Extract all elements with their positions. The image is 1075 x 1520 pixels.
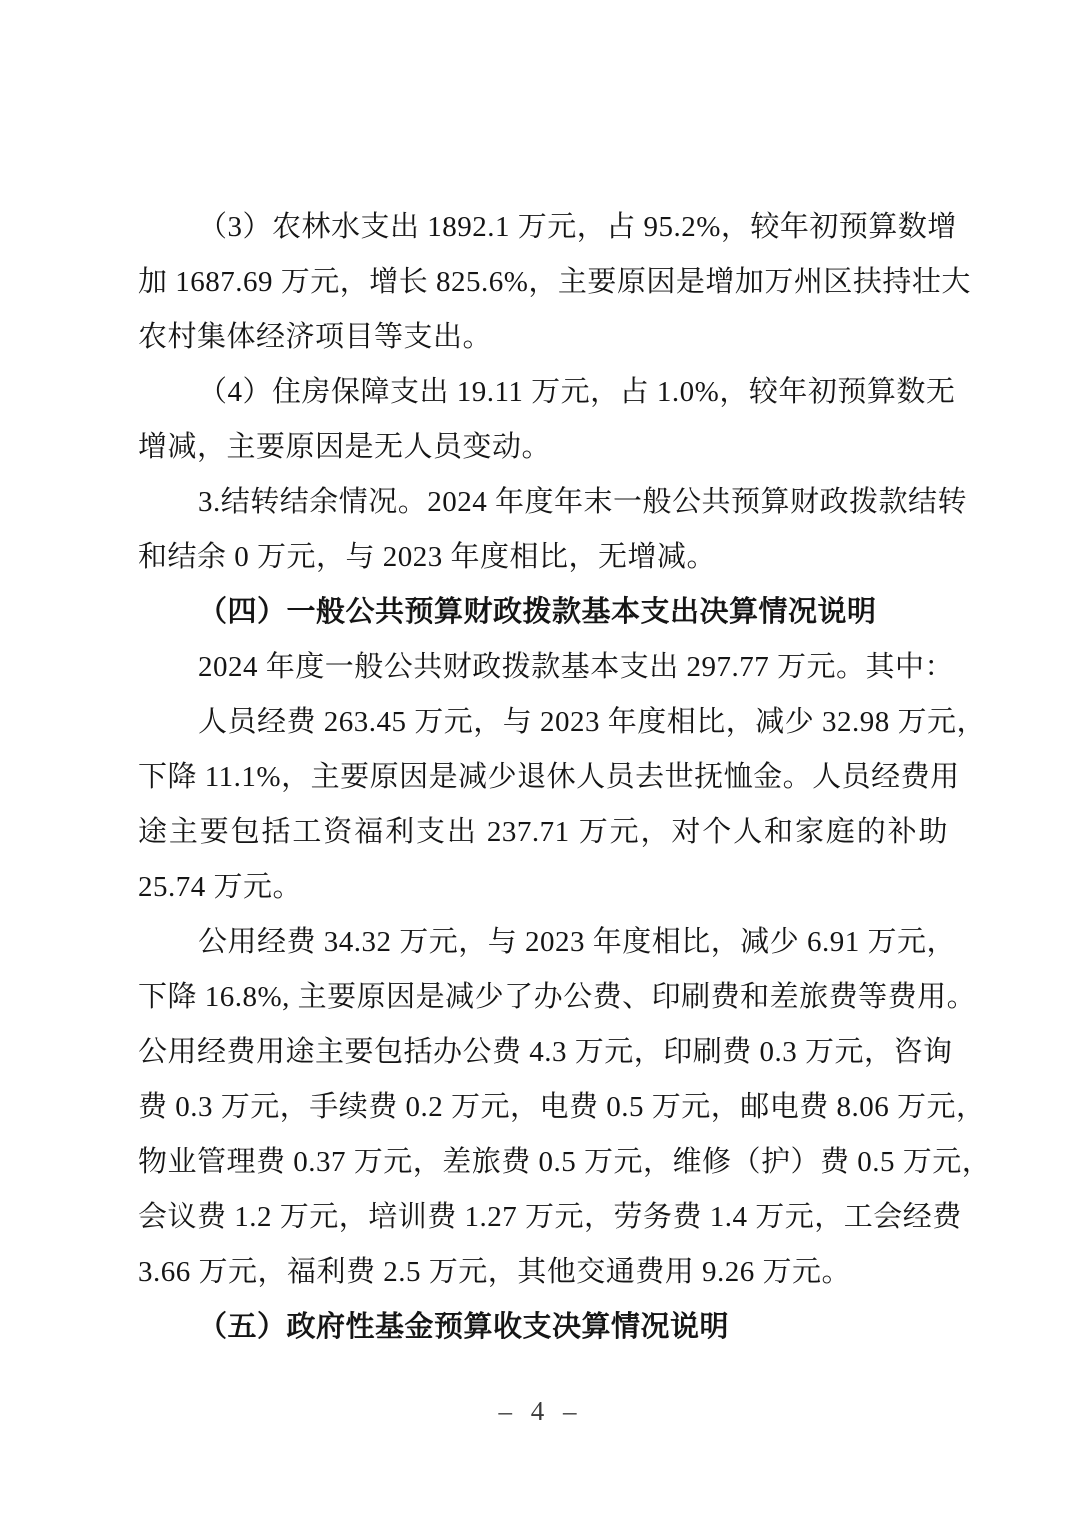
paragraph-line: 3.结转结余情况。2024 年度年末一般公共预算财政拨款结转 <box>198 486 968 518</box>
paragraph-line: （4）住房保障支出 19.11 万元，占 1.0%，较年初预算数无 <box>198 376 956 408</box>
paragraph-line: （3）农林水支出 1892.1 万元，占 95.2%，较年初预算数增 <box>198 211 957 243</box>
section-heading: （四）一般公共预算财政拨款基本支出决算情况说明 <box>198 596 877 628</box>
paragraph-line: 途主要包括工资福利支出 237.71 万元，对个人和家庭的补助 <box>138 816 948 848</box>
paragraph-line: 增减，主要原因是无人员变动。 <box>138 431 552 463</box>
paragraph-line: 25.74 万元。 <box>138 871 303 903</box>
paragraph-line: 物业管理费 0.37 万元，差旅费 0.5 万元，维修（护）费 0.5 万元， <box>138 1146 992 1178</box>
paragraph-line: 公用经费用途主要包括办公费 4.3 万元，印刷费 0.3 万元，咨询 <box>138 1036 953 1068</box>
page-number: – 4 – <box>498 1396 577 1426</box>
paragraph-line: 下降 11.1%，主要原因是减少退休人员去世抚恤金。人员经费用 <box>138 761 960 793</box>
document-text-block <box>138 200 992 1355</box>
paragraph-line: 会议费 1.2 万元，培训费 1.27 万元，劳务费 1.4 万元，工会经费 <box>138 1201 962 1233</box>
paragraph-line: 人员经费 263.45 万元，与 2023 年度相比，减少 32.98 万元， <box>198 706 987 738</box>
paragraph-line: 公用经费 34.32 万元，与 2023 年度相比，减少 6.91 万元， <box>198 926 957 958</box>
paragraph-line: 加 1687.69 万元，增长 825.6%，主要原因是增加万州区扶持壮大 <box>138 266 971 298</box>
paragraph-line: 3.66 万元，福利费 2.5 万元，其他交通费用 9.26 万元。 <box>138 1256 852 1288</box>
paragraph-line: 下降 16.8%, 主要原因是减少了办公费、印刷费和差旅费等费用。 <box>138 981 977 1013</box>
paragraph-line: 农村集体经济项目等支出。 <box>138 321 493 353</box>
section-heading: （五）政府性基金预算收支决算情况说明 <box>198 1311 730 1343</box>
paragraph-line: 和结余 0 万元，与 2023 年度相比，无增减。 <box>138 541 717 573</box>
paragraph-line: 2024 年度一般公共财政拨款基本支出 297.77 万元。其中： <box>198 651 955 683</box>
paragraph-line: 费 0.3 万元，手续费 0.2 万元，电费 0.5 万元，邮电费 8.06 万元， <box>138 1091 986 1123</box>
